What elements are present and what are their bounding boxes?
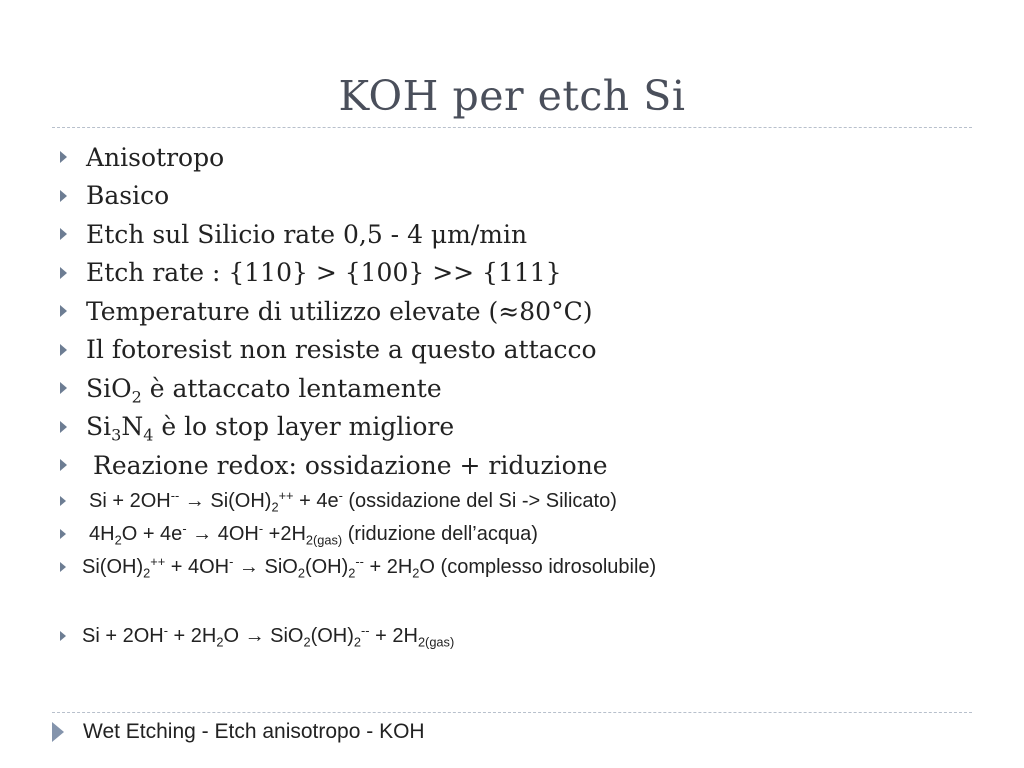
bullet-arrow-icon bbox=[60, 459, 67, 471]
title-divider bbox=[52, 127, 972, 128]
bullet-text: $Si_3N_4$ è lo stop layer migliore bbox=[86, 412, 455, 445]
bullet-arrow-icon bbox=[60, 421, 67, 433]
equation-text: $4H_2O + 4e^- \to 4OH^- +2H_{2(gas)}$ (riduzione dell’acqua) bbox=[89, 520, 538, 547]
bullet-item bbox=[60, 177, 990, 216]
bullet-text: Basico bbox=[86, 181, 170, 211]
spacer bbox=[60, 584, 990, 620]
bullet-arrow-icon bbox=[60, 344, 67, 356]
bullet-arrow-icon bbox=[60, 151, 67, 163]
bullet-text: Anisotropo bbox=[86, 142, 225, 172]
bullet-item bbox=[60, 369, 990, 408]
bullet-text: Etch rate : {110} > {100} >> {111} bbox=[86, 258, 562, 288]
slide-title: KOH per etch Si bbox=[338, 72, 686, 120]
bullet-item bbox=[60, 518, 990, 551]
bullet-arrow-icon bbox=[60, 529, 66, 539]
equation-text: $Si(OH)_2^{++} + 4OH^- \to SiO_2(OH)_2^{--} + 2H_2O$ (complesso idrosolubile) bbox=[82, 553, 657, 580]
bullet-item bbox=[60, 331, 990, 370]
bullet-arrow-icon bbox=[60, 190, 67, 202]
footer-arrow-icon bbox=[52, 722, 64, 742]
footer-divider bbox=[52, 712, 972, 713]
bullet-item bbox=[60, 620, 990, 653]
bullet-item bbox=[60, 551, 990, 584]
bullet-text: Reazione redox: ossidazione + riduzione bbox=[93, 450, 608, 480]
equation-text: $Si + 2OH^- + 2H_2O \to SiO_2(OH)_2^{--} + 2H_{2(gas)}$ bbox=[82, 622, 455, 649]
bullet-item bbox=[60, 254, 990, 293]
bullet-text: Etch sul Silicio rate 0,5 - 4 μm/min bbox=[86, 219, 528, 249]
bullet-item bbox=[60, 408, 990, 447]
bullet-item bbox=[60, 446, 990, 485]
bullet-item bbox=[60, 485, 990, 518]
bullet-item bbox=[60, 138, 990, 177]
bullet-arrow-icon bbox=[60, 631, 66, 641]
slide-footer: Wet Etching - Etch anisotropo - KOH bbox=[83, 720, 425, 743]
bullet-item bbox=[60, 292, 990, 331]
bullet-arrow-icon bbox=[60, 562, 66, 572]
bullet-text: Temperature di utilizzo elevate (≈80°C) bbox=[86, 296, 593, 326]
bullet-text: SiO$_2$ è attaccato lentamente bbox=[86, 373, 442, 407]
bullet-item bbox=[60, 215, 990, 254]
bullet-arrow-icon bbox=[60, 496, 66, 506]
bullet-list bbox=[60, 138, 990, 653]
bullet-arrow-icon bbox=[60, 267, 67, 279]
bullet-arrow-icon bbox=[60, 305, 67, 317]
equation-text: $Si + 2OH^{--} \to Si(OH)_2^{++} + 4e^-$ (ossidazione del Si -> Silicato) bbox=[89, 487, 617, 514]
bullet-arrow-icon bbox=[60, 228, 67, 240]
bullet-arrow-icon bbox=[60, 382, 67, 394]
bullet-text: Il fotoresist non resiste a questo attacco bbox=[86, 335, 597, 365]
